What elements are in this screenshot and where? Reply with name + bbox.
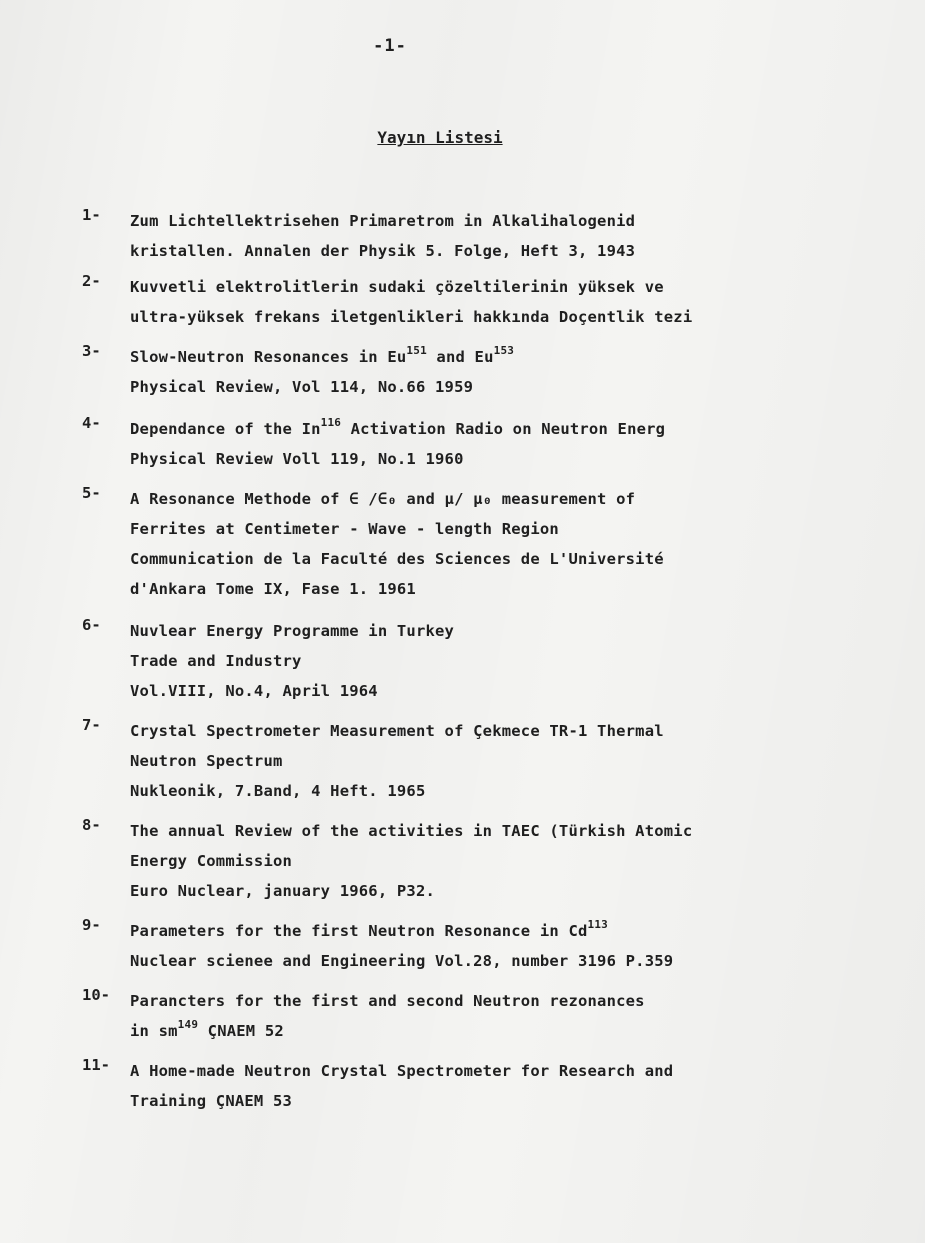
entry-number: 2- [82, 272, 101, 290]
superscript: 113 [587, 918, 608, 931]
superscript: 149 [177, 1018, 199, 1031]
entry-line: Vol.VIII, No.4, April 1964 [130, 682, 378, 700]
entry-number: 8- [82, 816, 101, 834]
entry-line [130, 916, 900, 946]
entry-line: Ferrites at Centimeter - Wave - length Region [130, 520, 559, 538]
entry-number: 4- [82, 414, 101, 432]
entry-line: Neutron Spectrum [130, 752, 283, 770]
entry-line: The annual Review of the activities in TAEC (Türkish Atomic [130, 822, 693, 840]
entry-text: and Eu [426, 348, 494, 366]
superscript: 116 [320, 416, 342, 429]
entry-text: in sm [130, 1022, 178, 1040]
entry-number: 11- [82, 1056, 110, 1074]
entry-text: Slow-Neutron Resonances in Eu [130, 348, 407, 366]
entry-number: 5- [82, 484, 101, 502]
entry-line: A Home-made Neutron Crystal Spectrometer for Research and [130, 1062, 674, 1080]
entry-number: 10- [82, 986, 110, 1004]
entry-line: Nuclear scienee and Engineering Vol.28, number 3196 P.359 [130, 952, 674, 970]
entry-line: A Resonance Methode of ∈ /∈₀ and μ/ μ₀ measurement of [130, 490, 636, 508]
entry-number: 9- [82, 916, 101, 934]
entry-text: Parameters for the first Neutron Resonance in Cd [130, 922, 588, 940]
entry-line: ultra-yüksek frekans iletgenlikleri hakkında Doçentlik tezi [130, 308, 693, 326]
entry-line: Nukleonik, 7.Band, 4 Heft. 1965 [130, 782, 426, 800]
document-title: Yayın Listesi [377, 128, 503, 147]
entry-line: Physical Review Voll 119, No.1 1960 [130, 450, 464, 468]
entry-text: ÇNAEM 52 [198, 1022, 284, 1040]
superscript: 153 [493, 344, 515, 357]
entry-line: Kuvvetli elektrolitlerin sudaki çözeltilerinin yüksek ve [130, 278, 664, 296]
entry-line [130, 414, 900, 444]
entry-line: Energy Commission [130, 852, 293, 870]
entry-number: 7- [82, 716, 101, 734]
page-number: -1- [373, 36, 407, 56]
entry-number: 1- [82, 206, 101, 224]
entry-line: Training ÇNAEM 53 [130, 1092, 293, 1110]
entry-line: Crystal Spectrometer Measurement of Çekmece TR-1 Thermal [130, 722, 664, 740]
entry-text: Dependance of the In [130, 420, 321, 438]
entry-line: d'Ankara Tome IX, Fase 1. 1961 [130, 580, 416, 598]
entry-line: Nuvlear Energy Programme in Turkey [130, 622, 455, 640]
entry-text: Activation Radio on Neutron Energ [341, 420, 666, 438]
entry-line: Euro Nuclear, january 1966, P32. [130, 882, 436, 900]
entry-line: kristallen. Annalen der Physik 5. Folge, Heft 3, 1943 [130, 242, 636, 260]
entry-line: Communication de la Faculté des Sciences de L'Université [130, 550, 664, 568]
entry-line: Zum Lichtellektrisehen Primaretrom in Alkalihalogenid [130, 212, 636, 230]
entry-line: Trade and Industry [130, 652, 302, 670]
entry-line [130, 342, 900, 372]
entry-number: 3- [82, 342, 101, 360]
entry-line: Parancters for the first and second Neutron rezonances [130, 992, 645, 1010]
entry-line: Physical Review, Vol 114, No.66 1959 [130, 378, 474, 396]
entry-number: 6- [82, 616, 101, 634]
superscript: 151 [406, 344, 427, 357]
entry-line [130, 1016, 900, 1046]
